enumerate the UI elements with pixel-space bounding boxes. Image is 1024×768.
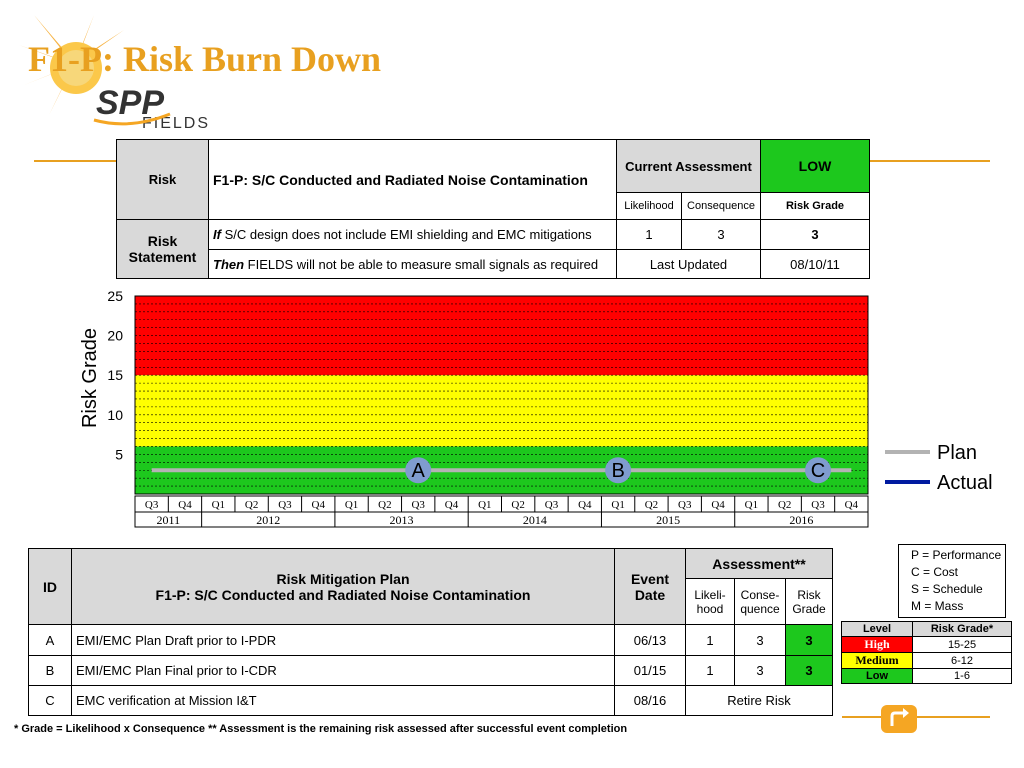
- quarter-label: Q4: [844, 499, 859, 511]
- row-likelihood: 1: [686, 625, 735, 655]
- row-grade: 3: [786, 655, 833, 685]
- quarter-label: Q3: [678, 499, 692, 511]
- quarter-label: Q1: [611, 499, 625, 511]
- risk-label: Risk: [117, 140, 209, 220]
- spp-fields-logo: [90, 84, 230, 134]
- y-tick-label: 20: [107, 327, 123, 344]
- accent-rule-right: [870, 160, 990, 162]
- row-consequence: 3: [735, 655, 786, 685]
- row-plan: EMI/EMC Plan Final prior to I-CDR: [72, 655, 615, 685]
- row-consequence: 3: [735, 625, 786, 655]
- accent-rule-left: [34, 160, 116, 162]
- row-date: 06/13: [615, 625, 686, 655]
- quarter-label: Q1: [478, 499, 492, 511]
- event-date-header: Event Date: [615, 549, 686, 625]
- legend-mass: M = Mass: [911, 599, 964, 613]
- risk-name: F1-P: S/C Conducted and Radiated Noise Contamination: [209, 140, 617, 220]
- year-label: 2015: [656, 513, 681, 527]
- y-tick-label: 25: [107, 288, 123, 304]
- likelihood-subheader: Likeli-hood: [686, 579, 735, 625]
- y-tick-label: 15: [107, 367, 123, 384]
- if-keyword: If: [213, 227, 221, 242]
- risk-bands: [135, 296, 868, 494]
- likelihood-header: Likelihood: [617, 193, 682, 220]
- year-label: 2016: [789, 513, 814, 527]
- band-medium: [135, 375, 868, 446]
- quarter-label: Q4: [711, 499, 725, 511]
- row-plan: EMI/EMC Plan Draft prior to I-PDR: [72, 625, 615, 655]
- quarter-label: Q4: [578, 499, 592, 511]
- level-high-range: 15-25: [913, 637, 1012, 653]
- legend-label-plan: Plan: [937, 442, 978, 464]
- table-row: [29, 685, 833, 715]
- if-text: S/C design does not include EMI shielding and EMC mitigations: [220, 227, 592, 242]
- row-id: B: [29, 655, 72, 685]
- quarter-label: Q2: [644, 499, 659, 511]
- quarter-label: Q3: [411, 499, 425, 511]
- abbreviation-legend: [898, 544, 1006, 618]
- likelihood-value: 1: [617, 220, 682, 250]
- plan-header-title: Risk Mitigation Plan: [276, 570, 410, 587]
- legend-label-actual: Actual: [937, 472, 993, 494]
- id-header: ID: [29, 549, 72, 625]
- event-label: C: [810, 460, 826, 483]
- event-label: A: [411, 460, 425, 483]
- risk-level-table: [841, 621, 1012, 684]
- legend-schedule: S = Schedule: [911, 582, 983, 596]
- row-likelihood: 1: [686, 655, 735, 685]
- quarter-label: Q4: [444, 499, 459, 511]
- quarter-label: Q1: [744, 499, 759, 511]
- logo-name-bottom: FIELDS: [142, 115, 211, 132]
- x-axis-timeline: [135, 496, 868, 527]
- row-retire: Retire Risk: [686, 685, 833, 715]
- y-axis-ticks: [107, 288, 123, 462]
- year-label: 2013: [389, 513, 414, 527]
- quarter-label: Q3: [144, 499, 159, 511]
- current-assessment-label: Current Assessment: [617, 140, 761, 193]
- quarter-label: Q2: [511, 499, 525, 511]
- quarter-label: Q3: [544, 499, 559, 511]
- level-medium: Medium: [842, 653, 913, 669]
- risk-grade-subheader: Risk Grade: [786, 579, 833, 625]
- then-statement: [209, 250, 617, 279]
- y-axis-label: Risk Grade: [79, 327, 101, 429]
- row-id: C: [29, 685, 72, 715]
- level-grade-header: Risk Grade*: [913, 622, 1012, 637]
- quarter-label: Q3: [278, 499, 292, 511]
- quarter-label: Q4: [178, 499, 192, 511]
- table-row: [29, 625, 833, 655]
- quarter-label: Q3: [811, 499, 825, 511]
- row-grade: 3: [786, 625, 833, 655]
- page-title: F1-P: Risk Burn Down: [28, 39, 382, 79]
- last-updated-label: Last Updated: [617, 250, 761, 279]
- row-date: 01/15: [615, 655, 686, 685]
- last-updated-value: 08/10/11: [761, 250, 870, 279]
- risk-grade-header: Risk Grade: [761, 193, 870, 220]
- year-label: 2011: [156, 513, 181, 527]
- legend-performance: P = Performance: [911, 548, 1002, 562]
- risk-statement-label: Risk Statement: [117, 220, 209, 279]
- event-label: B: [611, 460, 625, 483]
- logo-mark: [90, 84, 230, 134]
- year-label: 2014: [522, 513, 547, 527]
- level-medium-range: 6-12: [913, 653, 1012, 669]
- quarter-label: Q4: [311, 499, 325, 511]
- level-low-range: 1-6: [913, 669, 1012, 684]
- plan-header: [72, 549, 615, 625]
- quarter-label: Q1: [211, 499, 226, 511]
- then-keyword: Then: [213, 256, 245, 272]
- quarter-label: Q2: [378, 499, 392, 511]
- assessment-header: Assessment**: [686, 549, 833, 579]
- year-label: 2012: [256, 513, 281, 527]
- plan-header-subtitle: F1-P: S/C Conducted and Radiated Noise Contamination: [155, 586, 531, 603]
- quarter-label: Q1: [344, 499, 359, 511]
- footnote: * Grade = Likelihood x Consequence ** Assessment is the remaining risk assessed after successful event completion: [14, 723, 628, 735]
- chart-legend: [885, 442, 993, 494]
- quarter-label: Q2: [244, 499, 259, 511]
- mitigation-plan-table: [28, 548, 833, 716]
- consequence-subheader: Conse-quence: [735, 579, 786, 625]
- table-row: [29, 655, 833, 685]
- risk-burn-down-chart: [70, 288, 1000, 534]
- legend-cost: C = Cost: [911, 565, 959, 579]
- quarter-label: Q2: [777, 499, 792, 511]
- logo-name-top: SPP: [96, 84, 165, 122]
- current-assessment-value: LOW: [761, 140, 870, 193]
- level-high: High: [842, 637, 913, 653]
- risk-summary-table: [116, 139, 870, 279]
- consequence-header: Consequence: [682, 193, 761, 220]
- y-tick-label: 5: [115, 446, 123, 463]
- row-date: 08/16: [615, 685, 686, 715]
- level-low: Low: [842, 669, 913, 684]
- row-plan: EMC verification at Mission I&T: [72, 685, 615, 715]
- return-arrow-icon[interactable]: [880, 704, 918, 734]
- y-tick-label: 10: [107, 406, 123, 423]
- row-id: A: [29, 625, 72, 655]
- consequence-value: 3: [682, 220, 761, 250]
- then-text: FIELDS will not be able to measure small signals as required: [244, 256, 599, 272]
- if-statement: [209, 220, 617, 250]
- risk-grade-value: 3: [761, 220, 870, 250]
- level-header: Level: [842, 622, 913, 637]
